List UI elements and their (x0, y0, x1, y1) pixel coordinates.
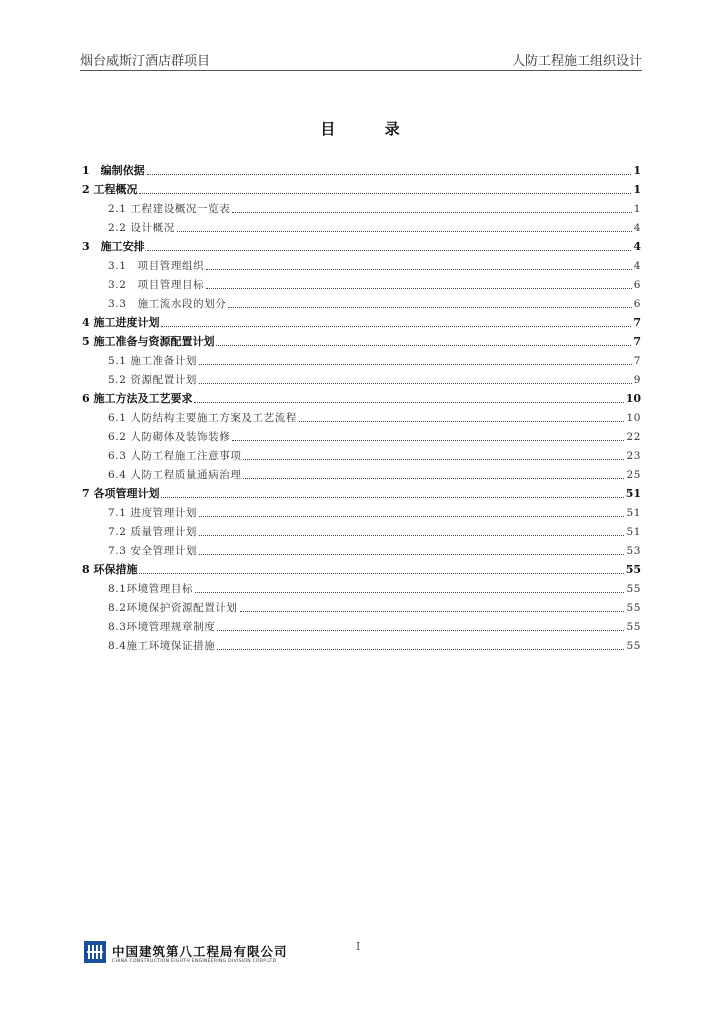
page-number: I (356, 940, 361, 953)
toc-entry-page: 4 (633, 240, 641, 253)
toc-entry-page: 4 (633, 260, 641, 272)
toc-entry-label: 7.3 安全管理计划 (108, 545, 198, 557)
toc-entry-page: 22 (626, 431, 641, 443)
toc-entry-label: 3.3 施工流水段的划分 (108, 298, 227, 310)
toc-entry-page: 1 (633, 164, 641, 177)
toc-dot-leader (243, 459, 624, 460)
toc-entry-label: 3.2 项目管理目标 (108, 279, 205, 291)
toc-entry-page: 1 (633, 183, 641, 196)
toc-entry-section[interactable] (82, 425, 641, 444)
toc-dot-leader (199, 554, 624, 555)
toc-entry-chapter[interactable] (82, 159, 641, 178)
toc-entry-section[interactable] (82, 615, 641, 634)
toc-dot-leader (194, 402, 623, 403)
toc-entry-section[interactable] (82, 216, 641, 235)
toc-entry-chapter[interactable] (82, 311, 641, 330)
toc-entry-label: 6.3 人防工程施工注意事项 (108, 450, 242, 462)
toc-entry-label: 3 施工安排 (82, 240, 145, 253)
toc-entry-page: 51 (625, 487, 641, 500)
toc-entry-page: 9 (633, 374, 641, 386)
toc-entry-chapter[interactable] (82, 235, 641, 254)
toc-entry-label: 2.1 工程建设概况一览表 (108, 203, 231, 215)
toc-entry-chapter[interactable] (82, 330, 641, 349)
toc-entry-chapter[interactable] (82, 387, 641, 406)
header-divider (80, 70, 642, 71)
toc-dot-leader (199, 516, 624, 517)
toc-entry-page: 51 (626, 526, 641, 538)
toc-dot-leader (206, 288, 632, 289)
company-logo (84, 941, 344, 971)
page-header (80, 50, 642, 70)
toc-dot-leader (139, 193, 631, 194)
toc-entry-page: 4 (633, 222, 641, 234)
toc-entry-page: 55 (626, 621, 641, 633)
toc-entry-label: 6.1 人防结构主要施工方案及工艺流程 (108, 412, 297, 424)
toc-entry-label: 8.2环境保护资源配置计划 (108, 602, 238, 614)
toc-entry-chapter[interactable] (82, 178, 641, 197)
toc-dot-leader (232, 212, 631, 213)
toc-entry-section[interactable] (82, 406, 641, 425)
toc-entry-section[interactable] (82, 368, 641, 387)
toc-dot-leader (147, 174, 632, 175)
toc-entry-page: 51 (626, 507, 641, 519)
toc-entry-page: 6 (633, 279, 641, 291)
toc-entry-page: 55 (626, 583, 641, 595)
toc-entry-section[interactable] (82, 577, 641, 596)
toc-entry-label: 1 编制依据 (82, 164, 145, 177)
toc-entry-section[interactable] (82, 501, 641, 520)
toc-entry-section[interactable] (82, 292, 641, 311)
toc-dot-leader (199, 364, 632, 365)
toc-entry-chapter[interactable] (82, 482, 641, 501)
toc-dot-leader (161, 326, 631, 327)
toc-entry-section[interactable] (82, 197, 641, 216)
toc-entry-page: 53 (626, 545, 641, 557)
toc-dot-leader (240, 611, 625, 612)
toc-entry-label: 6.2 人防砌体及装饰装修 (108, 431, 231, 443)
toc-dot-leader (199, 535, 624, 536)
toc-entry-label: 7.2 质量管理计划 (108, 526, 198, 538)
toc-entry-section[interactable] (82, 273, 641, 292)
toc-entry-page: 1 (633, 203, 641, 215)
toc-dot-leader (199, 383, 632, 384)
toc-entry-section[interactable] (82, 596, 641, 615)
toc-dot-leader (147, 250, 632, 251)
toc-dot-leader (243, 478, 624, 479)
toc-dot-leader (217, 630, 624, 631)
toc-entry-page: 7 (633, 355, 641, 367)
toc-dot-leader (139, 573, 623, 574)
toc-entry-page: 6 (633, 298, 641, 310)
toc-entry-label: 8.4施工环境保证措施 (108, 640, 216, 652)
toc-entry-page: 55 (626, 640, 641, 652)
toc-dot-leader (216, 345, 631, 346)
toc-dot-leader (232, 440, 624, 441)
toc-entry-label: 6 施工方法及工艺要求 (82, 392, 193, 405)
toc-entry-label: 8 环保措施 (82, 563, 138, 576)
toc-entry-label: 6.4 人防工程质量通病治理 (108, 469, 242, 481)
toc-entry-section[interactable] (82, 254, 641, 273)
toc-entry-page: 25 (626, 469, 641, 481)
company-name-en: CHINA CONSTRUCTION EIGHTH ENGINEERING DIVISION CORP.LTD (112, 959, 277, 964)
company-name-cn: 中国建筑第八工程局有限公司 (112, 944, 288, 959)
toc-entry-label: 5.1 施工准备计划 (108, 355, 198, 367)
toc-title: 目 录 (320, 120, 422, 138)
toc-entry-section[interactable] (82, 463, 641, 482)
toc-entry-section[interactable] (82, 349, 641, 368)
toc-dot-leader (299, 421, 625, 422)
toc-entry-label: 7 各项管理计划 (82, 487, 160, 500)
toc-dot-leader (161, 497, 623, 498)
toc-entry-page: 7 (633, 335, 641, 348)
toc-dot-leader (195, 592, 624, 593)
toc-entry-section[interactable] (82, 444, 641, 463)
toc-entry-label: 5.2 资源配置计划 (108, 374, 198, 386)
toc-entry-page: 55 (626, 602, 641, 614)
toc-entry-page: 10 (625, 392, 641, 405)
toc-entry-label: 2.2 设计概况 (108, 222, 175, 234)
cscec-logo-icon (84, 941, 106, 963)
toc-entry-page: 10 (626, 412, 641, 424)
header-project-name: 烟台威斯汀酒店群项目 (80, 54, 211, 69)
toc-dot-leader (177, 231, 632, 232)
toc-dot-leader (228, 307, 631, 308)
toc-entry-page: 23 (626, 450, 641, 462)
toc-dot-leader (217, 649, 624, 650)
toc-entry-label: 8.1环境管理目标 (108, 583, 194, 595)
toc-entry-label: 4 施工进度计划 (82, 316, 160, 329)
toc-entry-label: 3.1 项目管理组织 (108, 260, 205, 272)
toc-entry-label: 7.1 进度管理计划 (108, 507, 198, 519)
toc-entry-section[interactable] (82, 539, 641, 558)
toc-entry-label: 5 施工准备与资源配置计划 (82, 335, 215, 348)
toc-entry-page: 55 (625, 563, 641, 576)
toc-entry-section[interactable] (82, 520, 641, 539)
toc-entry-label: 8.3环境管理规章制度 (108, 621, 216, 633)
table-of-contents (82, 159, 641, 653)
header-document-name: 人防工程施工组织设计 (511, 54, 642, 69)
toc-entry-label: 2 工程概况 (82, 183, 138, 196)
toc-entry-page: 7 (633, 316, 641, 329)
toc-dot-leader (206, 269, 632, 270)
toc-entry-section[interactable] (82, 634, 641, 653)
toc-entry-chapter[interactable] (82, 558, 641, 577)
